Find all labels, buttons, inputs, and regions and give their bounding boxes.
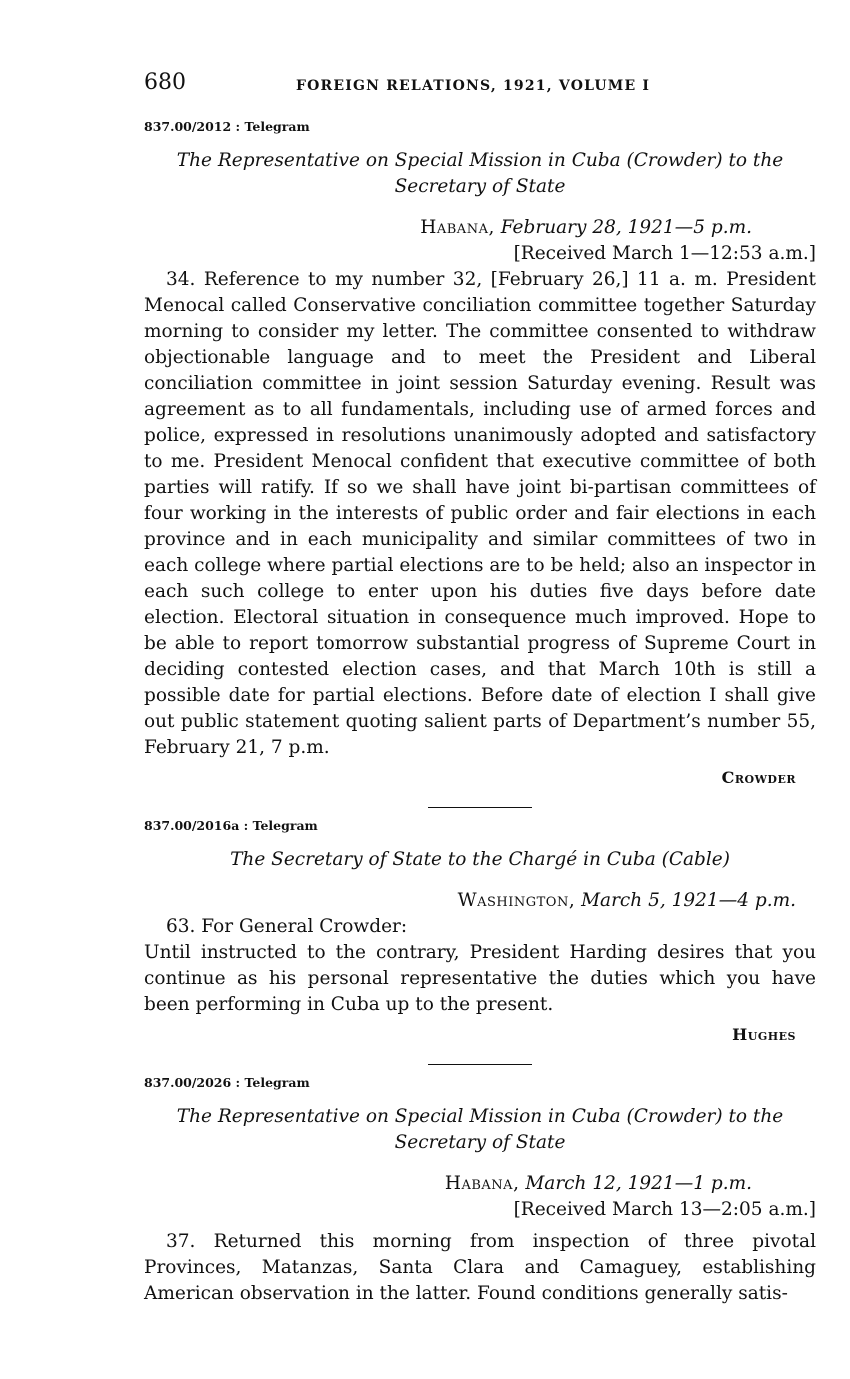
page-number: 680 [144,70,186,95]
file-number: 837.00/2026 : Telegram [144,1075,310,1090]
document-title: The Secretary of State to the Chargé in Cuba (Cable) [230,849,730,870]
dateline-date: February 28, 1921—5 p.m. [500,217,752,238]
telegram-1 [144,119,816,791]
body-paragraph: Until instructed to the contrary, President Harding desires that you continue as his personal representative the duties which you have been performing in Cuba up to the present. [144,942,816,1015]
section-divider [428,807,532,808]
document-title: The Representative on Special Mission in Cuba (Crowder) to the Secretary of State [176,1106,784,1153]
signature: Hughes [732,1025,796,1044]
file-number: 837.00/2012 : Telegram [144,119,310,134]
dateline-place: Habana, [420,217,495,238]
running-head-title: FOREIGN RELATIONS, 1921, VOLUME I [296,78,651,94]
dateline-date: March 5, 1921—4 p.m. [581,890,796,911]
body-paragraph: 37. Returned this morning from inspection of three pivotal Provinces, Matanzas, Santa Clara and Camaguey, establishing American observation in the latter. Found conditions generally satis- [144,1231,816,1304]
dateline-date: March 12, 1921—1 p.m. [525,1173,752,1194]
document-page [144,70,816,1307]
dateline [144,1171,752,1197]
running-head [144,70,816,104]
dateline [144,215,752,241]
telegram-3 [144,1075,816,1307]
dateline-place: Habana, [444,1173,520,1194]
received-line: [Received March 13—2:05 a.m.] [513,1199,816,1220]
telegram-2 [144,818,816,1048]
file-number: 837.00/2016a : Telegram [144,818,318,833]
dateline [144,888,796,914]
body-paragraph: 63. For General Crowder: [166,916,408,937]
received-line: [Received March 1—12:53 a.m.] [513,243,816,264]
signature: Crowder [721,768,796,787]
section-divider [428,1064,532,1065]
document-title: The Representative on Special Mission in Cuba (Crowder) to the Secretary of State [176,150,784,197]
dateline-place: Washington, [457,890,576,911]
body-paragraph: 34. Reference to my number 32, [February 26,] 11 a. m. President Menocal called Conservative conciliation committee together Saturday morning to consider my letter. The committee consented to withdraw objectionable language and to meet the President and Liberal conciliation committee in joint session Saturday evening. Result was agreement as to all fundamentals, including use of armed forces and police, expressed in resolutions unanimously adopted and satisfactory to me. President Menocal confident that executive committee of both parties will ratify. If so we shall have joint bi-partisan committees of four working in the interests of public order and fair elections in each province and in each municipality and similar committees of two in each college where partial elections are to be held; also an inspector in each such college to enter upon his duties five days before date election. Electoral situation in consequence much improved. Hope to be able to report tomorrow substantial progress of Supreme Court in deciding contested election cases, and that March 10th is still a possible date for partial elections. Before date of election I shall give out public statement quoting salient parts of Department’s number 55, February 21, 7 p.m. [144,269,816,758]
